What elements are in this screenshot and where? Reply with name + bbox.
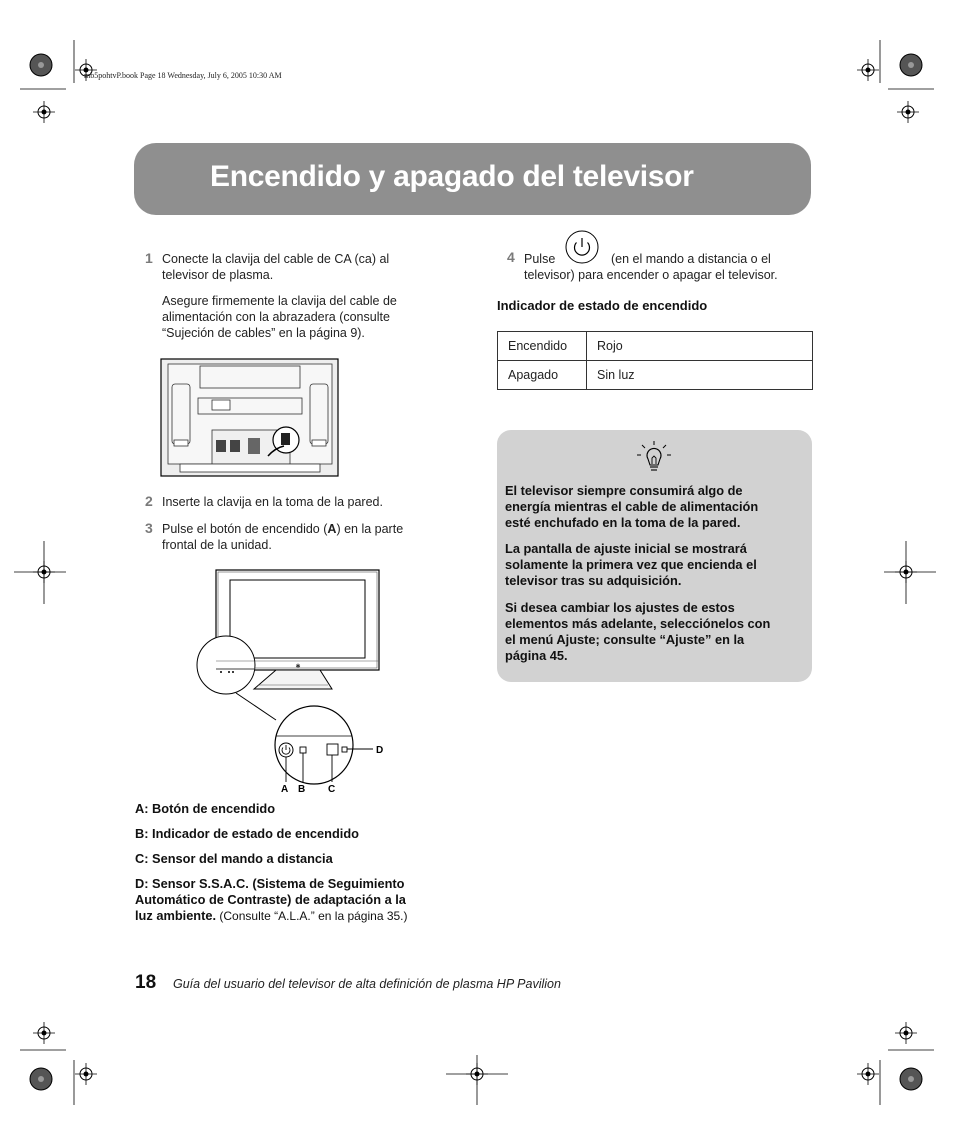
tip-line: solamente la primera vez que encienda el	[505, 557, 757, 572]
tip-line: elementos más adelante, selecciónelos con	[505, 616, 771, 631]
registration-mark-icon	[30, 54, 52, 76]
footer-title: Guía del usuario del televisor de alta definición de plasma HP Pavilion	[173, 977, 561, 991]
page-title: Encendido y apagado del televisor	[210, 160, 694, 193]
legend-a: A: Botón de encendido	[135, 801, 276, 816]
callout-b: B	[298, 784, 306, 795]
legend-d-reference: (Consulte “A.L.A.” en la página 35.)	[216, 909, 408, 923]
legend-d	[135, 876, 465, 924]
tv-back-illustration	[160, 358, 340, 478]
legend-d-bold: luz ambiente.	[135, 908, 217, 923]
step-1-number: 1	[145, 250, 153, 266]
table-cell-light: Rojo	[587, 332, 813, 361]
table-cell-state: Apagado	[498, 361, 587, 390]
legend-b: B: Indicador de estado de encendido	[135, 826, 359, 841]
step-1-sub-line: alimentación con la abrazadera (consulte	[162, 310, 390, 324]
tip-line: televisor tras su adquisición.	[505, 573, 682, 588]
svg-text:✱: ✱	[295, 664, 301, 670]
tip-line: energía mientras el cable de alimentación	[505, 499, 759, 514]
step-4-text-1: (en el mando a distancia o el	[611, 252, 771, 266]
book-page-info: mb5pohtvP.book Page 18 Wednesday, July 6, 2005 10:30 AM	[84, 71, 282, 80]
step-1-text	[162, 251, 462, 341]
tv-front-illustration	[196, 568, 396, 798]
power-icon	[564, 229, 600, 265]
step-1-line: Conecte la clavija del cable de CA (ca) al	[162, 252, 390, 266]
step-1-line: televisor de plasma.	[162, 268, 274, 282]
table-row	[498, 361, 813, 390]
step-4-number: 4	[507, 249, 515, 265]
legend-d-line: Automático de Contraste) de adaptación a la	[135, 892, 406, 907]
tip-paragraph-3	[505, 600, 805, 664]
step-3-text-pre: Pulse el botón de encendido (	[162, 522, 328, 536]
table-cell-state: Encendido	[498, 332, 587, 361]
step-2-text: Inserte la clavija en la toma de la pared.	[162, 495, 383, 509]
status-heading: Indicador de estado de encendido	[497, 298, 708, 313]
tip-line: página 45.	[505, 648, 568, 663]
step-3-number: 3	[145, 520, 153, 536]
tip-line: El televisor siempre consumirá algo de	[505, 483, 743, 498]
step-4-pulse: Pulse	[524, 252, 556, 266]
lightbulb-tip-icon	[636, 440, 672, 476]
step-3-line: frontal de la unidad.	[162, 538, 272, 552]
tip-line: esté enchufado en la toma de la pared.	[505, 515, 741, 530]
tip-line: Si desea cambiar los ajustes de estos	[505, 600, 735, 615]
legend-c: C: Sensor del mando a distancia	[135, 851, 333, 866]
tip-paragraph-2	[505, 541, 805, 589]
step-3-callout-a: A	[327, 522, 337, 536]
step-1-sub-line: Asegure firmemente la clavija del cable de	[162, 294, 397, 308]
tip-paragraph-1	[505, 483, 805, 531]
callout-a: A	[281, 784, 289, 795]
callout-d: D	[376, 745, 384, 756]
tip-line: La pantalla de ajuste inicial se mostrará	[505, 541, 747, 556]
step-3-text-post: ) en la parte	[336, 522, 404, 536]
step-2-number: 2	[145, 493, 153, 509]
page-number: 18	[135, 972, 157, 993]
status-table	[497, 331, 813, 390]
legend-d-line: D: Sensor S.S.A.C. (Sistema de Seguimiento	[135, 876, 405, 891]
table-cell-light: Sin luz	[587, 361, 813, 390]
step-4-text-2: televisor) para encender o apagar el televisor.	[524, 268, 778, 282]
table-row	[498, 332, 813, 361]
callout-c: C	[328, 784, 336, 795]
tip-line: el menú Ajuste; consulte “Ajuste” en la	[505, 632, 745, 647]
step-3-text	[162, 521, 462, 553]
step-1-sub-line: “Sujeción de cables” en la página 9).	[162, 326, 365, 340]
